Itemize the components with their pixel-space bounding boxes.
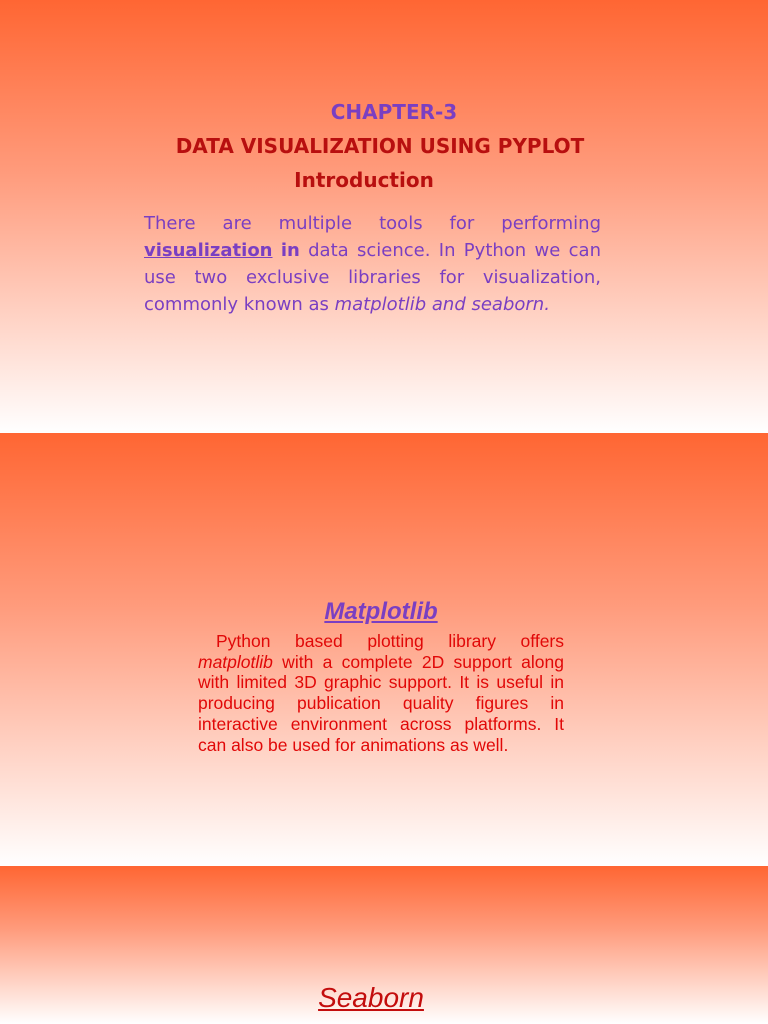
- matplotlib-text-1: Python based plotting library offers: [216, 631, 564, 651]
- seaborn-heading: Seaborn: [318, 982, 424, 1013]
- slide-introduction: [0, 0, 768, 433]
- section-heading-introduction: Introduction: [294, 168, 434, 192]
- matplotlib-paragraph: [198, 631, 564, 755]
- library-names: matplotlib and seaborn: [334, 294, 545, 315]
- keyword-visualization: visualization: [144, 240, 273, 261]
- slide-seaborn: [0, 866, 768, 1024]
- matplotlib-library-name: matplotlib: [198, 651, 273, 672]
- slide-matplotlib: [0, 433, 768, 866]
- keyword-in: in: [280, 240, 300, 261]
- intro-text-2: data science. In Python we can use two exclusive libraries for visualization, commonly known as: [144, 240, 601, 315]
- matplotlib-heading: Matplotlib: [324, 598, 438, 625]
- intro-paragraph: [144, 210, 601, 318]
- intro-period: .: [544, 294, 550, 315]
- chapter-label: CHAPTER-3: [330, 100, 458, 124]
- matplotlib-text-2: with a complete 2D support along with limited 3D graphic support. It is useful in producing publication quality figures in interactive environment across platforms. It can also be used for animations as well.: [198, 651, 564, 755]
- intro-text-1: There are multiple tools for performing: [144, 213, 601, 234]
- page-title: DATA VISUALIZATION USING PYPLOT: [175, 134, 585, 158]
